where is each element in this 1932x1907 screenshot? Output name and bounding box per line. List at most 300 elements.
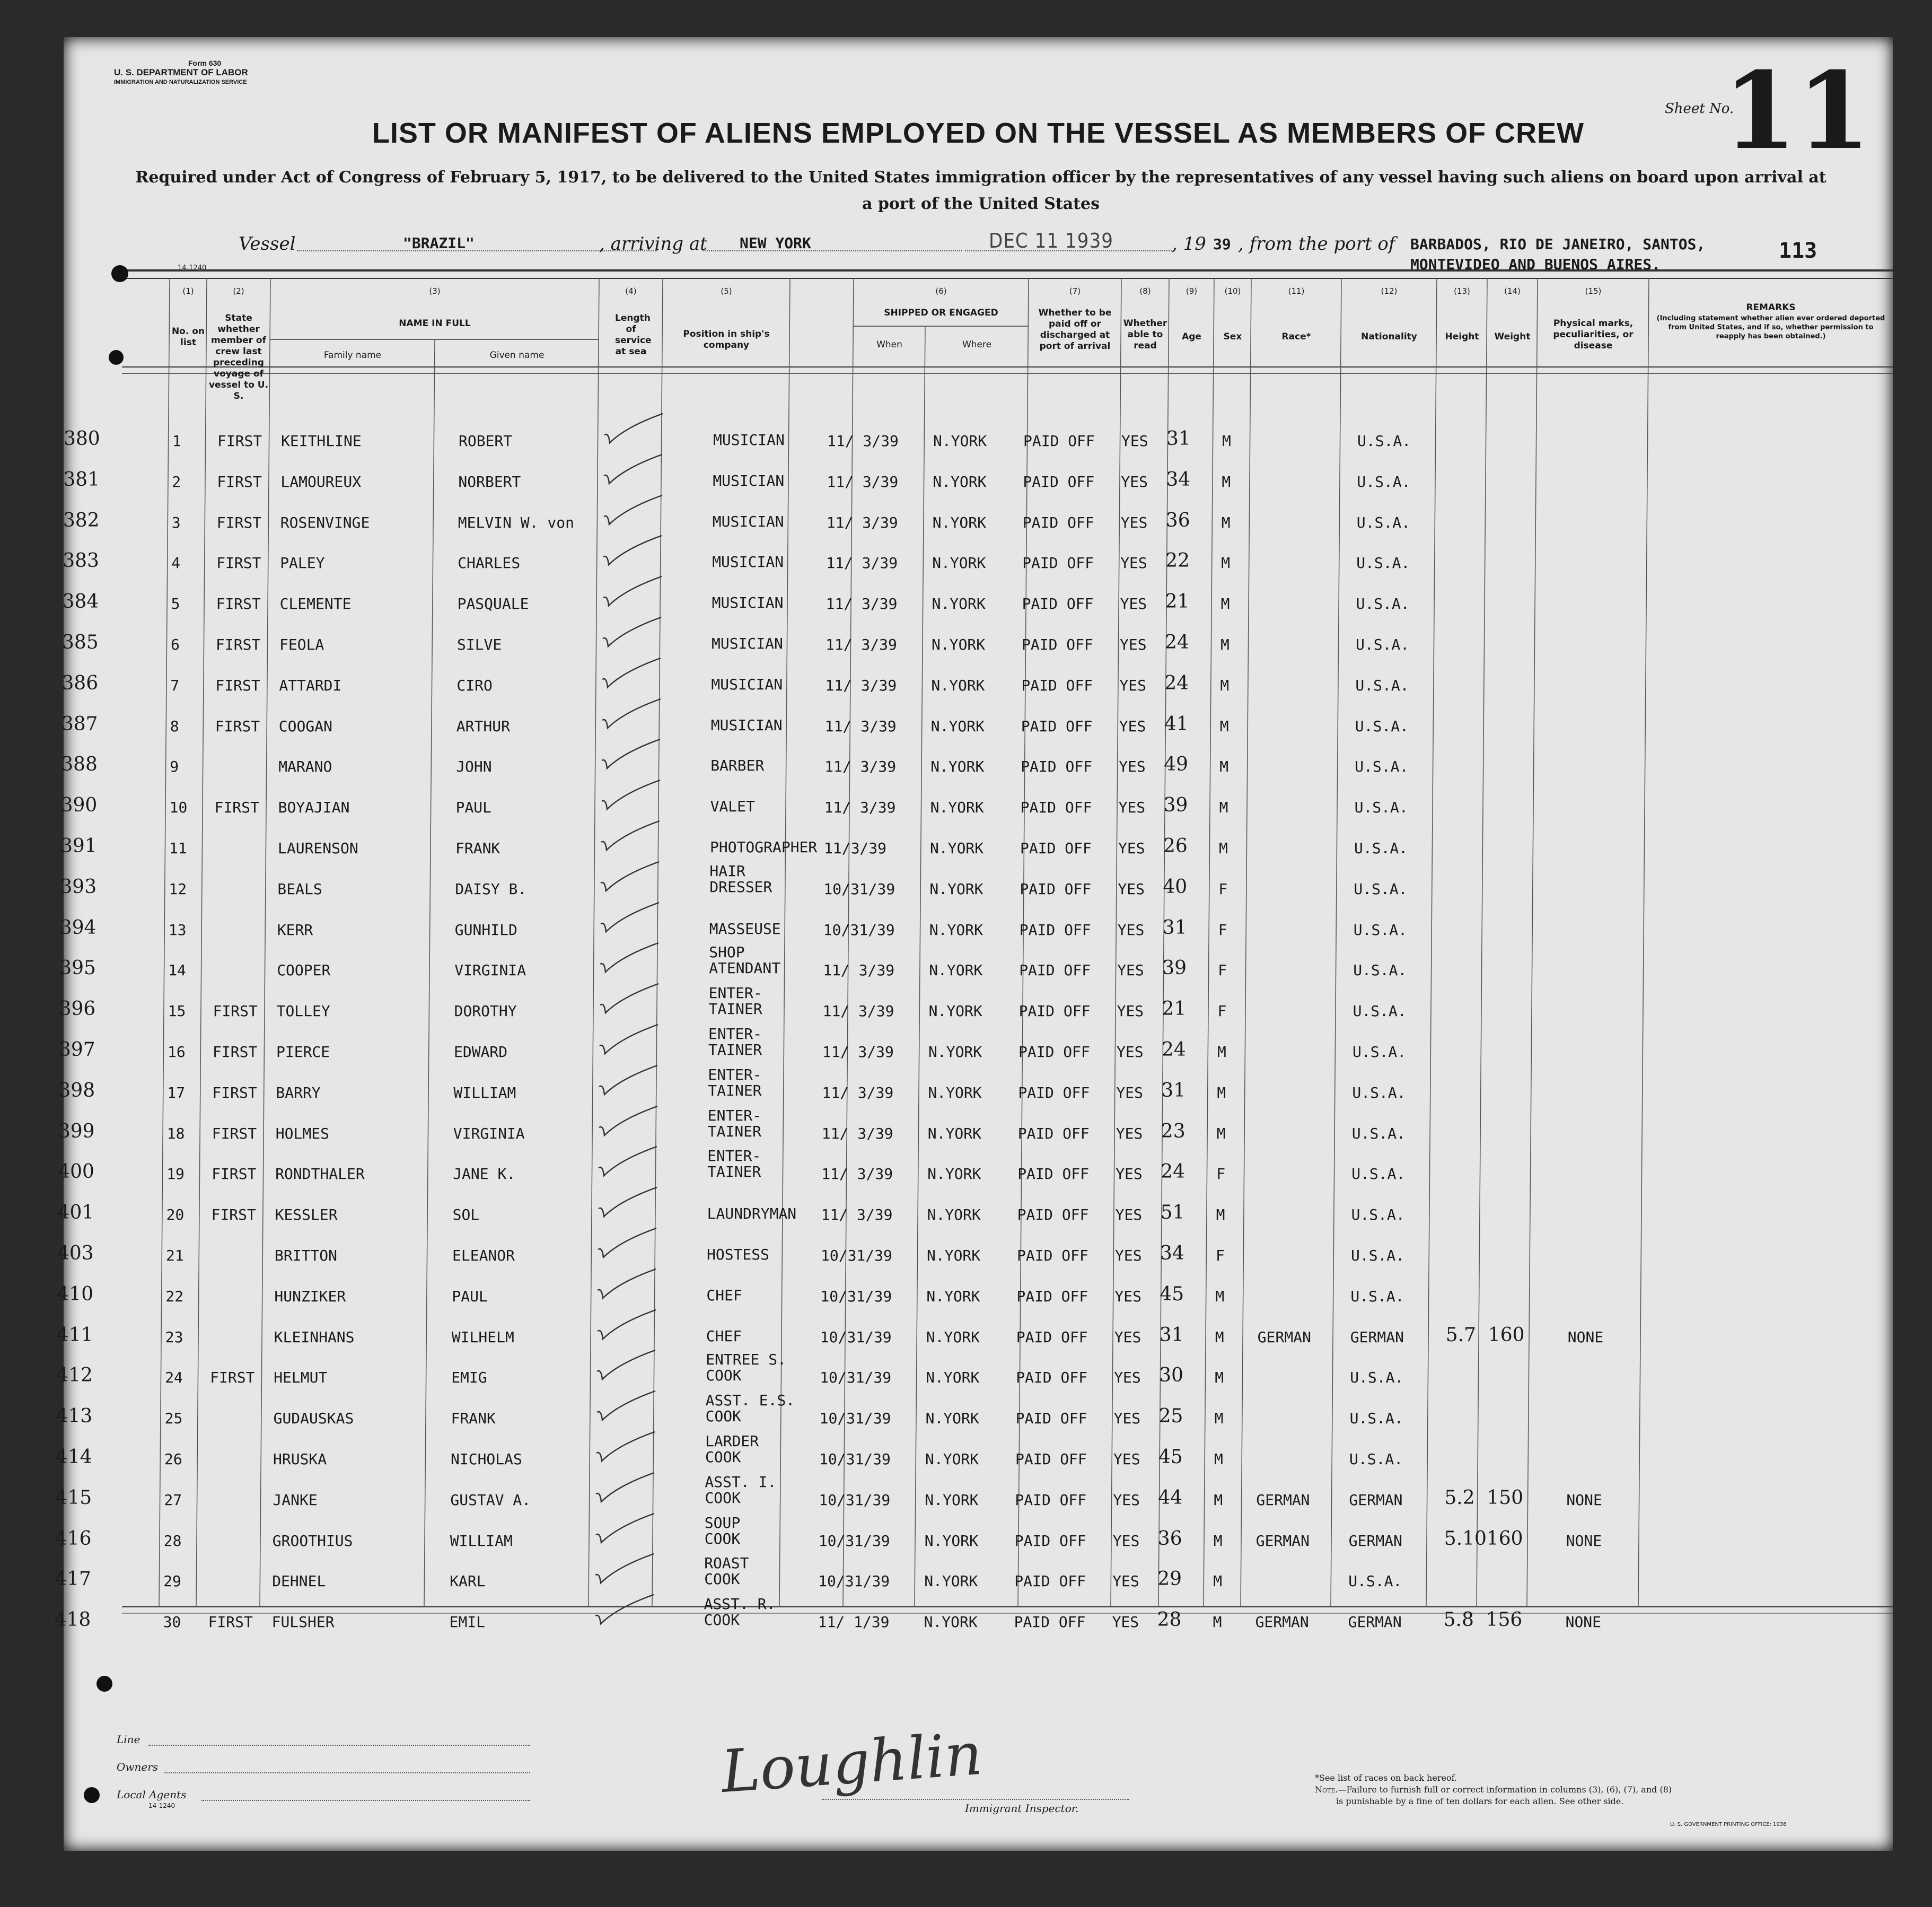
paid-off: PAID OFF xyxy=(1015,1450,1087,1468)
shipped-date: 11/ 3/39 xyxy=(827,473,899,491)
paid-off: PAID OFF xyxy=(1023,432,1095,450)
previous-voyage: FIRST xyxy=(208,1613,253,1631)
paid-off: PAID OFF xyxy=(1022,513,1094,531)
age: 44 xyxy=(1158,1486,1183,1509)
shipped-place: N.YORK xyxy=(929,880,983,898)
col3-header: NAME IN FULL xyxy=(399,318,471,329)
list-number: 29 xyxy=(163,1572,181,1590)
age: 45 xyxy=(1160,1283,1184,1305)
able-to-read: YES xyxy=(1119,717,1146,735)
nationality: U.S.A. xyxy=(1356,636,1410,653)
nationality: U.S.A. xyxy=(1355,676,1409,694)
family-name: BOYAJIAN xyxy=(278,799,350,817)
nationality: GERMAN xyxy=(1348,1613,1402,1631)
nationality: U.S.A. xyxy=(1353,1043,1407,1061)
family-name: LAURENSON xyxy=(278,839,358,857)
ref-number: 397 xyxy=(59,1039,95,1061)
weight: 156 xyxy=(1486,1609,1523,1631)
family-name: CLEMENTE xyxy=(279,595,352,613)
ship-position-line1: ENTER- xyxy=(708,984,762,1002)
nationality: U.S.A. xyxy=(1351,1206,1405,1224)
physical-marks: NONE xyxy=(1566,1491,1602,1509)
ref-number: 413 xyxy=(56,1405,93,1428)
family-name: COOGAN xyxy=(278,717,332,735)
age: 34 xyxy=(1160,1243,1184,1264)
col1-header: No. on list xyxy=(171,326,205,348)
able-to-read: YES xyxy=(1120,513,1148,531)
list-number: 22 xyxy=(165,1287,184,1305)
race: GERMAN xyxy=(1255,1613,1309,1631)
list-number: 19 xyxy=(166,1165,185,1183)
ref-number: 416 xyxy=(55,1527,92,1550)
ref-number: 382 xyxy=(63,509,100,531)
sex: F xyxy=(1218,921,1227,939)
list-number: 27 xyxy=(164,1491,182,1509)
ref-number: 399 xyxy=(58,1120,95,1142)
ship-position-line1: MASSEUSE xyxy=(709,920,781,938)
shipped-date: 11/ 3/39 xyxy=(821,1165,893,1183)
age: 24 xyxy=(1164,672,1189,694)
check-mark-icon xyxy=(588,1144,662,1181)
ship-position xyxy=(712,554,784,570)
list-number: 28 xyxy=(163,1532,182,1550)
age: 24 xyxy=(1162,1039,1186,1061)
age: 24 xyxy=(1165,632,1189,653)
able-to-read: YES xyxy=(1119,758,1146,776)
shipped-date: 11/ 3/39 xyxy=(826,636,897,653)
given-name: GUNHILD xyxy=(454,921,517,939)
col1-number: (1) xyxy=(182,286,194,296)
age: 51 xyxy=(1160,1202,1185,1224)
able-to-read: YES xyxy=(1114,1369,1141,1387)
nationality: U.S.A. xyxy=(1349,1450,1403,1468)
ref-number: 411 xyxy=(56,1324,93,1346)
able-to-read: YES xyxy=(1115,1206,1143,1224)
col10-header: Sex xyxy=(1223,331,1242,342)
ship-position-line1: ENTER- xyxy=(707,1106,761,1124)
owners-dotted-line xyxy=(164,1771,530,1773)
previous-voyage: FIRST xyxy=(214,799,259,817)
shipped-place: N.YORK xyxy=(925,1410,979,1428)
ship-position-line2: TAINER xyxy=(708,1081,762,1099)
list-number: 11 xyxy=(169,839,187,857)
paid-off: PAID OFF xyxy=(1014,1613,1086,1631)
nationality: U.S.A. xyxy=(1352,1083,1406,1101)
sex: M xyxy=(1219,717,1229,735)
paid-off: PAID OFF xyxy=(1020,839,1092,857)
previous-voyage: FIRST xyxy=(211,1206,256,1224)
able-to-read: YES xyxy=(1114,1328,1141,1346)
age: 39 xyxy=(1162,957,1187,979)
document-subtitle: Required under Act of Congress of February 5, 1917, to be delivered to the United States immigration officer by the representatives of any vessel having such aliens on board upon arrival at a port of the United States xyxy=(135,168,1826,213)
nationality: U.S.A. xyxy=(1355,717,1409,735)
ship-position-line2: TAINER xyxy=(707,1163,761,1181)
shipped-place: N.YORK xyxy=(930,839,984,857)
list-number: 6 xyxy=(171,636,180,653)
ship-position xyxy=(713,432,785,448)
age: 31 xyxy=(1161,1079,1186,1101)
manifest-sheet xyxy=(54,37,1893,1851)
col13-number: (13) xyxy=(1454,286,1470,296)
paid-off: PAID OFF xyxy=(1016,1328,1088,1346)
ship-position-line1: ASST. I. xyxy=(705,1473,777,1491)
check-mark-icon xyxy=(587,1307,661,1344)
paid-off: PAID OFF xyxy=(1021,676,1093,694)
sex: M xyxy=(1215,1287,1225,1305)
height: 5.8 xyxy=(1443,1609,1474,1631)
able-to-read: YES xyxy=(1116,1124,1143,1142)
check-mark-icon xyxy=(593,533,667,570)
shipped-date: 11/ 3/39 xyxy=(826,513,898,531)
nationality: U.S.A. xyxy=(1354,839,1408,857)
age: 34 xyxy=(1166,468,1191,491)
given-name: NICHOLAS xyxy=(451,1450,522,1468)
ship-position-line2: COOK xyxy=(704,1611,740,1629)
weight: 150 xyxy=(1487,1486,1524,1509)
family-name: HELMUT xyxy=(274,1369,328,1387)
ship-position-line2: COOK xyxy=(704,1529,741,1547)
shipped-place: N.YORK xyxy=(926,1287,980,1305)
ship-position-line2: COOK xyxy=(705,1448,741,1466)
ref-number: 418 xyxy=(54,1609,91,1631)
family-name: ATTARDI xyxy=(279,676,342,694)
weight: 160 xyxy=(1486,1527,1523,1550)
age: 28 xyxy=(1157,1609,1182,1631)
check-mark-icon xyxy=(592,655,666,693)
col15-header: Physical marks, peculiarities, or disease xyxy=(1553,318,1634,351)
ship-position-line1: CHEF xyxy=(706,1286,742,1304)
col2-number: (2) xyxy=(233,286,244,296)
nationality: GERMAN xyxy=(1348,1532,1402,1550)
family-name: PALEY xyxy=(280,554,325,572)
paid-off: PAID OFF xyxy=(1020,799,1092,817)
able-to-read: YES xyxy=(1120,636,1147,653)
family-name: KEITHLINE xyxy=(281,432,362,450)
check-mark-icon xyxy=(585,1551,659,1588)
paid-off: PAID OFF xyxy=(1020,880,1092,898)
able-to-read: YES xyxy=(1116,1165,1143,1183)
ref-number: 396 xyxy=(59,998,96,1020)
shipped-date: 11/ 1/39 xyxy=(818,1613,890,1631)
paid-off: PAID OFF xyxy=(1014,1532,1086,1550)
ship-position-line2: COOK xyxy=(705,1489,741,1507)
ship-position xyxy=(709,863,772,895)
age: 26 xyxy=(1163,835,1188,857)
ref-number: 390 xyxy=(60,794,98,817)
shipped-place: N.YORK xyxy=(926,1328,980,1346)
col11-header: Race* xyxy=(1281,331,1311,342)
given-name: WILHELM xyxy=(451,1328,514,1346)
list-number: 25 xyxy=(164,1410,183,1428)
col16-subheader: (Including statement whether alien ever ordered deported from United States, and if so, whether permission to reapply has been obtained.) xyxy=(1656,314,1885,340)
ref-number: 383 xyxy=(63,550,99,572)
col5-header: Position in ship's company xyxy=(683,329,770,351)
list-number: 12 xyxy=(169,880,187,898)
paid-off: PAID OFF xyxy=(1018,1043,1090,1061)
shipped-place: N.YORK xyxy=(929,961,983,979)
given-name: FRANK xyxy=(451,1410,496,1428)
ship-position xyxy=(706,1393,795,1424)
col16-header: REMARKS xyxy=(1746,302,1796,313)
ship-position xyxy=(708,1026,762,1058)
ship-position xyxy=(708,1108,761,1140)
check-mark-icon xyxy=(589,1063,663,1100)
ref-number: 387 xyxy=(61,713,98,735)
sex: M xyxy=(1221,513,1231,531)
able-to-read: YES xyxy=(1120,554,1147,572)
inspector-signature: Loughlin xyxy=(719,1719,985,1806)
check-mark-icon xyxy=(593,574,667,611)
family-name: KESSLER xyxy=(275,1206,338,1224)
list-number: 17 xyxy=(167,1083,186,1101)
shipped-place: N.YORK xyxy=(930,758,985,776)
previous-voyage: FIRST xyxy=(216,595,261,613)
col12-header: Nationality xyxy=(1361,331,1417,342)
ref-number: 410 xyxy=(57,1283,94,1305)
ship-position-line2: DRESSER xyxy=(709,878,772,896)
given-name: WILLIAM xyxy=(450,1532,513,1550)
department-name: U. S. DEPARTMENT OF LABOR xyxy=(114,67,248,77)
paid-off: PAID OFF xyxy=(1019,921,1091,939)
shipped-date: 11/ 3/39 xyxy=(821,1206,893,1224)
able-to-read: YES xyxy=(1118,799,1146,817)
family-name: ROSENVINGE xyxy=(280,513,370,531)
previous-voyage: FIRST xyxy=(213,1043,258,1061)
able-to-read: YES xyxy=(1121,473,1148,491)
check-mark-icon xyxy=(593,493,668,530)
family-name: MARANO xyxy=(278,758,332,776)
col3a-header: Family name xyxy=(323,350,382,361)
col11-number: (11) xyxy=(1288,286,1305,296)
given-name: PAUL xyxy=(452,1287,488,1305)
age: 25 xyxy=(1158,1405,1183,1428)
sex: F xyxy=(1216,1165,1226,1183)
shipped-date: 10/31/39 xyxy=(818,1532,890,1550)
from-port-label: , from the port of xyxy=(1238,233,1395,255)
sex: M xyxy=(1220,595,1230,613)
check-mark-icon xyxy=(594,411,668,448)
sex: M xyxy=(1214,1410,1224,1428)
shipped-place: N.YORK xyxy=(933,473,987,491)
age: 39 xyxy=(1163,794,1188,817)
family-name: KLEINHANS xyxy=(274,1328,355,1346)
ship-position xyxy=(709,944,780,976)
ref-number: 388 xyxy=(61,754,98,776)
family-name: JANKE xyxy=(273,1491,318,1509)
ship-position-line1: LAUNDRYMAN xyxy=(707,1205,797,1223)
check-mark-icon xyxy=(593,452,668,489)
shipped-date: 11/ 3/39 xyxy=(823,961,895,979)
punch-hole xyxy=(111,265,128,282)
nationality: U.S.A. xyxy=(1351,1165,1406,1183)
shipped-place: N.YORK xyxy=(932,636,986,653)
ship-position-line1: MUSICIAN xyxy=(713,431,785,449)
family-name: TOLLEY xyxy=(276,1002,330,1020)
nationality: U.S.A. xyxy=(1351,1247,1405,1264)
col6b-header: Where xyxy=(962,339,992,350)
nationality: U.S.A. xyxy=(1354,799,1408,817)
height: 5.2 xyxy=(1444,1486,1475,1509)
paid-off: PAID OFF xyxy=(1017,1124,1090,1142)
form-code: 14-1240 xyxy=(178,264,207,272)
punch-hole xyxy=(109,350,124,365)
col5-number: (5) xyxy=(721,286,732,296)
sex: M xyxy=(1222,432,1231,450)
able-to-read: YES xyxy=(1117,921,1145,939)
ship-position-line1: ENTER- xyxy=(708,1065,762,1083)
given-name: CIRO xyxy=(456,676,493,694)
ref-number: 400 xyxy=(58,1161,94,1183)
ship-position-line1: MUSICIAN xyxy=(712,512,784,530)
shipped-place: N.YORK xyxy=(927,1124,981,1142)
nationality: U.S.A. xyxy=(1350,1369,1404,1387)
able-to-read: YES xyxy=(1112,1572,1139,1590)
ship-position xyxy=(708,1067,761,1099)
previous-voyage: FIRST xyxy=(217,473,262,491)
list-number: 2 xyxy=(172,473,181,491)
list-number: 18 xyxy=(166,1124,185,1142)
race: GERMAN xyxy=(1256,1491,1310,1509)
given-name: SILVE xyxy=(457,636,502,653)
family-name: KERR xyxy=(277,921,313,939)
ship-position-line1: MUSICIAN xyxy=(712,594,784,612)
year-label: , 19 xyxy=(1172,233,1206,255)
list-number: 14 xyxy=(168,961,186,979)
nationality: U.S.A. xyxy=(1349,1410,1403,1428)
col9-number: (9) xyxy=(1185,286,1198,296)
ship-position-line2: COOK xyxy=(704,1570,740,1588)
shipped-place: N.YORK xyxy=(924,1613,978,1631)
col4-number: (4) xyxy=(625,286,637,296)
family-name: BARRY xyxy=(276,1083,321,1101)
given-name: VIRGINIA xyxy=(454,961,526,979)
agents-dotted-line xyxy=(201,1799,530,1801)
list-number: 8 xyxy=(170,717,179,735)
shipped-date: 10/31/39 xyxy=(819,1410,891,1428)
previous-voyage: FIRST xyxy=(215,717,260,735)
check-mark-icon xyxy=(590,981,664,1018)
arrival-port: NEW YORK xyxy=(740,234,811,252)
family-name: FULSHER xyxy=(271,1613,335,1631)
family-name: HOLMES xyxy=(275,1124,329,1142)
ship-position xyxy=(705,1515,740,1547)
family-name: COOPER xyxy=(277,961,331,979)
inspector-label: Immigrant Inspector. xyxy=(965,1802,1079,1815)
age: 45 xyxy=(1158,1446,1183,1468)
ship-position xyxy=(707,1247,769,1263)
sex: M xyxy=(1219,839,1228,857)
col14-number: (14) xyxy=(1504,286,1521,296)
ship-position-line1: MUSICIAN xyxy=(712,553,784,571)
col14-header: Weight xyxy=(1494,331,1531,342)
shipped-date: 11/ 3/39 xyxy=(826,554,898,572)
nationality: U.S.A. xyxy=(1356,595,1410,613)
sex: M xyxy=(1215,1369,1224,1387)
check-mark-icon xyxy=(592,615,666,652)
able-to-read: YES xyxy=(1112,1613,1139,1631)
age: 36 xyxy=(1165,509,1190,531)
shipped-place: N.YORK xyxy=(927,1247,981,1264)
ship-position-line1: ENTER- xyxy=(708,1025,762,1043)
ship-position-line1: MUSICIAN xyxy=(710,716,783,734)
ship-position xyxy=(704,1596,776,1628)
sex: M xyxy=(1217,1043,1226,1061)
sex: M xyxy=(1214,1491,1223,1509)
shipped-date: 10/31/39 xyxy=(823,880,895,898)
vessel-name: "BRAZIL" xyxy=(403,234,475,252)
from-port-line2: MONTEVIDEO AND BUENOS AIRES. xyxy=(1410,256,1661,273)
able-to-read: YES xyxy=(1113,1410,1141,1428)
check-mark-icon xyxy=(590,940,664,977)
col2-header: State whether member of crew last preceding voyage of vessel to U. S. xyxy=(208,313,269,401)
ship-position xyxy=(711,718,783,733)
able-to-read: YES xyxy=(1119,676,1146,694)
previous-voyage: FIRST xyxy=(216,554,261,572)
paid-off: PAID OFF xyxy=(1017,1247,1088,1264)
list-number: 1 xyxy=(172,432,181,450)
given-name: EMIG xyxy=(451,1369,487,1387)
shipped-place: N.YORK xyxy=(931,676,985,694)
ship-position-line1: CHEF xyxy=(706,1327,742,1345)
nationality: U.S.A. xyxy=(1356,513,1410,531)
shipped-place: N.YORK xyxy=(924,1572,978,1590)
family-name: GUDAUSKAS xyxy=(273,1410,354,1428)
height: 5.7 xyxy=(1445,1324,1477,1346)
given-name: DAISY B. xyxy=(455,880,527,898)
shipped-date: 11/ 3/39 xyxy=(827,432,899,450)
nationality: U.S.A. xyxy=(1348,1572,1402,1590)
age: 22 xyxy=(1165,550,1190,572)
able-to-read: YES xyxy=(1117,1043,1144,1061)
race: GERMAN xyxy=(1257,1328,1311,1346)
nationality: GERMAN xyxy=(1350,1328,1404,1346)
shipped-place: N.YORK xyxy=(929,921,983,939)
ship-position xyxy=(709,985,762,1017)
ship-position xyxy=(711,677,783,693)
ship-position xyxy=(706,1288,742,1304)
given-name: WILLIAM xyxy=(453,1083,516,1101)
shipped-place: N.YORK xyxy=(932,513,986,531)
shipped-place: N.YORK xyxy=(933,432,987,450)
shipped-place: N.YORK xyxy=(932,595,986,613)
given-name: VIRGINIA xyxy=(453,1124,525,1142)
ship-position xyxy=(710,799,755,815)
shipped-date: 11/3/39 xyxy=(824,839,887,857)
check-mark-icon xyxy=(591,818,665,855)
given-name: ROBERT xyxy=(459,432,513,450)
check-mark-icon xyxy=(589,1104,663,1141)
ship-position xyxy=(705,1474,776,1506)
age: 30 xyxy=(1159,1364,1183,1387)
ship-position-line1: ASST. R. xyxy=(704,1595,776,1613)
check-mark-icon xyxy=(585,1470,660,1507)
list-number: 24 xyxy=(165,1369,183,1387)
shipped-date: 10/31/39 xyxy=(819,1450,891,1468)
physical-marks: NONE xyxy=(1567,1328,1604,1346)
shipped-date: 11/ 3/39 xyxy=(822,1002,894,1020)
check-mark-icon xyxy=(586,1388,661,1425)
ship-position xyxy=(713,514,784,530)
ship-position xyxy=(707,1148,761,1180)
shipped-place: N.YORK xyxy=(928,1043,982,1061)
sex: M xyxy=(1213,1613,1222,1631)
ship-position-line1: MUSICIAN xyxy=(711,675,783,693)
nationality: U.S.A. xyxy=(1354,880,1408,898)
shipped-place: N.YORK xyxy=(930,717,985,735)
check-mark-icon xyxy=(589,1022,663,1059)
shipped-date: 11/ 3/39 xyxy=(824,799,896,817)
note-label: Note. xyxy=(1315,1784,1338,1795)
